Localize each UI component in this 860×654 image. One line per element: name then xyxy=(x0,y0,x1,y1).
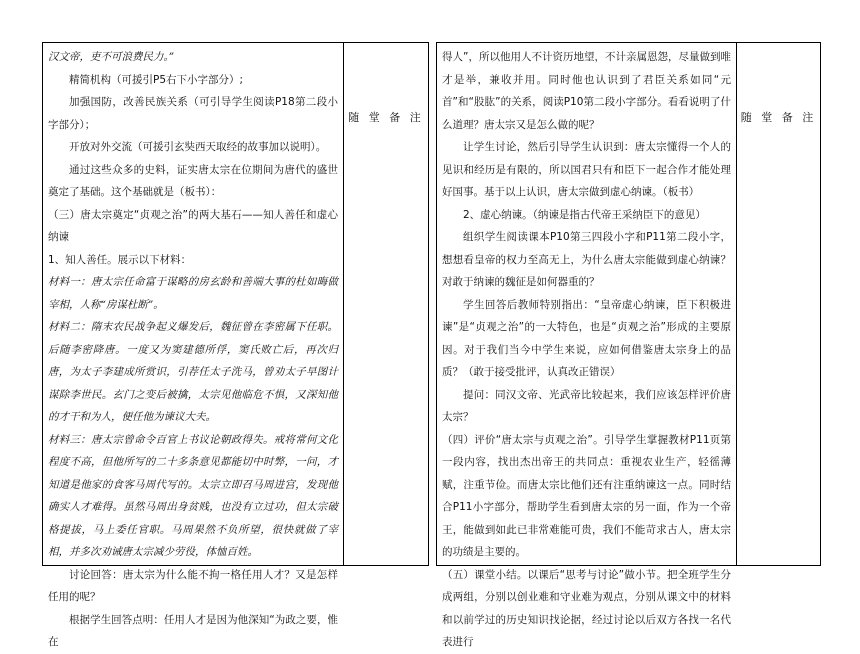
left-paragraph: 汉文帝，吏不可浪费民力。” xyxy=(48,51,175,63)
right-paragraph: 得人”，所以他用人不计资历地望，不计亲属恩怨，尽量做到唯才是举，兼收并用。同时他也认识到了君臣关系如同“元首”和“股肱”的关系，阅读P10第二段小字部分。看看说明了什么道理？唐太宗又是怎么做的呢？ xyxy=(442,51,731,131)
left-notes-column xyxy=(344,43,428,565)
left-paragraph: 精简机构（可援引P5右下小字部分）; xyxy=(69,73,244,86)
right-paragraph: （四）评价“唐太宗与贞观之治”。引导学生掌握教材P11页第一段内容，找出杰出帝王的共同点：重视农业生产，轻徭薄赋，注重节俭。而唐太宗比他们还有注重纳谏这一点。同时结合P11小字部分，帮助学生看到唐太宗的另一面，作为一个帝王，能做到如此已非常难能可贵，我们不能苛求古人，唐太宗的功绩是主要的。 xyxy=(442,433,731,558)
left-page-table xyxy=(42,42,429,648)
left-paragraph: 材料二：隋末农民战争起义爆发后，魏征曾在李密属下任职。后随李密降唐。一度又为窦建德所俘，窦氏败亡后，再次归唐，为太子李建成所赏识，引荐任太子洗马，曾劝太子早图计谋除李世民。玄门之变后被擒，太宗见他临危不惧，又深知他的才干和为人，便任他为谏议大夫。 xyxy=(48,321,338,423)
right-lesson-text xyxy=(437,43,736,648)
right-page-table xyxy=(436,42,821,648)
left-paragraph: 开放对外交流（可援引玄奘西天取经的故事加以说明）。 xyxy=(69,141,327,153)
right-paragraph: 2、虚心纳谏。（纳谏是指古代帝王采纳臣下的意见） xyxy=(463,208,706,221)
right-paragraph: 组织学生阅读课本P10第三四段小字和P11第二段小字，想想看皇帝的权力至高无上，为什么唐太宗能做到虚心纳谏？对敢于纳谏的魏征是如何器重的？ xyxy=(442,231,731,288)
left-notes-label: 随 堂 备 注 xyxy=(348,111,424,124)
left-paragraph: 根据学生回答点明：任用人才是因为他深知“为政之要，惟在 xyxy=(48,613,338,648)
right-paragraph: （五）课堂小结。以课后“思考与讨论”做小节。把全班学生分成两组，分别以创业难和守业难为观点，分别从课文中的材料和以前学过的历史知识找论据，经过讨论以后双方各找一名代表进行 xyxy=(442,568,731,648)
right-paragraph: 学生回答后教师特别指出：“皇帝虚心纳谏，臣下积极进谏”是“贞观之治”的一大特色，也是“贞观之治”形成的主要原因。对于我们当今中学生来说，应如何借鉴唐太宗身上的品质？（敢于接受批评，认真改正错误） xyxy=(442,298,731,378)
right-notes-column xyxy=(737,43,820,565)
right-paragraph: 让学生讨论，然后引导学生认识到：唐太宗懂得一个人的见识和经历是有限的，所以国君只有和臣下一起合作才能处理好国事。基于以上认识，唐太宗做到虚心纳谏。（板书） xyxy=(442,141,731,198)
right-paragraph: 提问：同汉文帝、光武帝比较起来，我们应该怎样评价唐太宗？ xyxy=(442,388,731,423)
left-lesson-text xyxy=(43,43,343,648)
left-paragraph: 加强国防，改善民族关系（可引导学生阅读P18第二段小字部分）； xyxy=(48,96,338,131)
left-paragraph: （三）唐太宗奠定“贞观之治”的两大基石——知人善任和虚心纳谏 xyxy=(48,208,338,243)
left-paragraph: 讨论回答：唐太宗为什么能不拘一格任用人才？又是怎样任用的呢？ xyxy=(48,568,338,603)
left-paragraph: 1、知人善任。展示以下材料： xyxy=(48,253,192,266)
left-paragraph: 材料一：唐太宗任命富于谋略的房玄龄和善端大事的杜如晦做宰相，人称“房谋杜断”。 xyxy=(48,276,338,311)
left-paragraph: 通过这些众多的史料，证实唐太宗在位期间为唐代的盛世奠定了基础。这个基础就是（板书）： xyxy=(48,163,338,198)
left-paragraph: 材料三：唐太宗曾命令百官上书议论朝政得失。戒将常何文化程度不高，但他所写的二十多条意见都能切中时弊，一问，才知道是他家的食客马周代写的。太宗立即召马周进宫，发现他确实人才难得。虽然马周出身贫贱，也没有立过功，但太宗破格提拔，马上委任官职。马周果然不负所望，很快就做了宰相，并多次劝诫唐太宗减少劳役，体恤百姓。 xyxy=(48,433,338,558)
right-notes-label: 随 堂 备 注 xyxy=(740,111,817,124)
